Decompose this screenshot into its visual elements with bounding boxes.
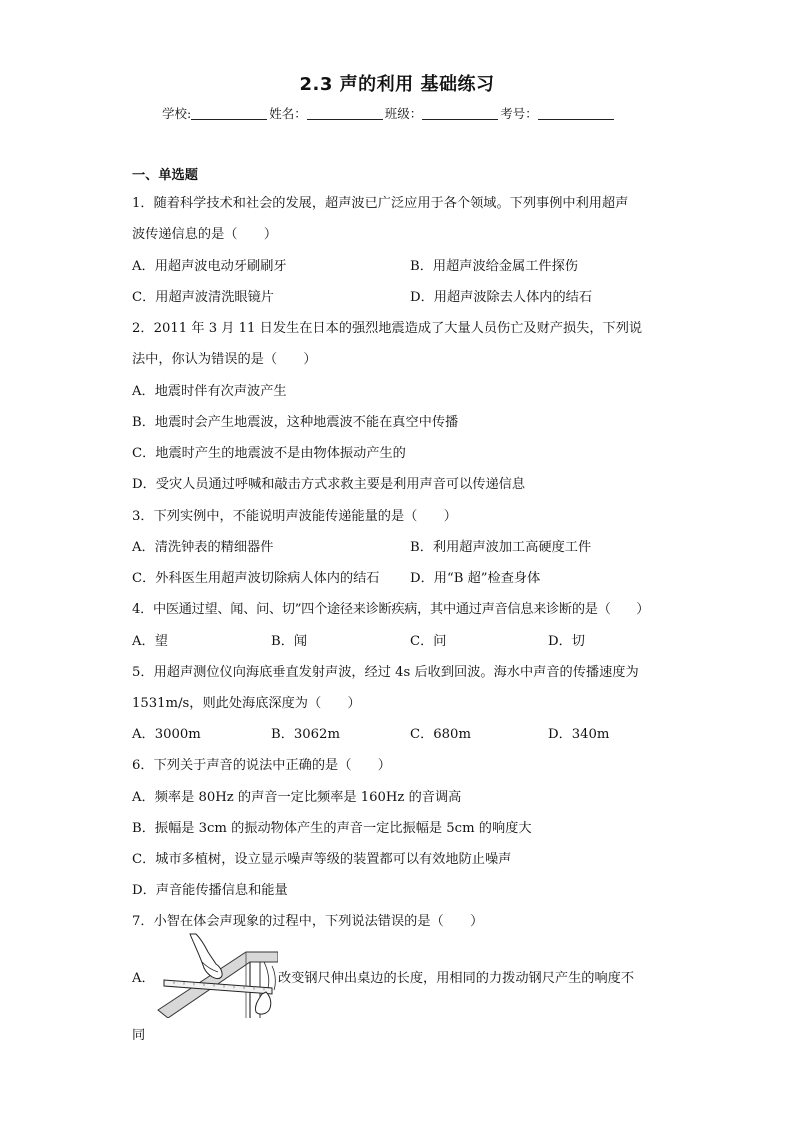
q7-option-a-continuation: 同 xyxy=(132,1028,146,1043)
q2-stem-line1: 2．2011 年 3 月 11 日发生在日本的强烈地震造成了大量人员伤亡及财产损失，下列说 xyxy=(132,321,643,336)
q2-option-b[interactable]: B．地震时会产生地震波，这种地震波不能在真空中传播 xyxy=(132,415,459,430)
student-info-line xyxy=(162,104,642,122)
q4-option-a[interactable]: A．望 xyxy=(132,634,168,649)
class-blank[interactable] xyxy=(422,106,498,120)
q4-option-b[interactable]: B．闻 xyxy=(271,634,308,649)
ruler-on-desk-figure xyxy=(150,932,278,1018)
class-label: 班级： xyxy=(384,106,423,121)
q5-option-b[interactable]: B．3062m xyxy=(271,727,340,742)
q3-stem: 3．下列实例中，不能说明声波能传递能量的是（ ） xyxy=(132,509,457,524)
exam-no-label: 考号： xyxy=(500,106,538,121)
q5-stem-line1: 5．用超声测位仪向海底垂直发射声波，经过 4s 后收到回波。海水中声音的传播速度为 xyxy=(132,665,639,680)
q4-option-c[interactable]: C．问 xyxy=(410,634,447,649)
q6-option-c[interactable]: C．城市多植树，设立显示噪声等级的装置都可以有效地防止噪声 xyxy=(132,852,512,867)
school-label: 学校: xyxy=(162,106,192,121)
q3-option-b[interactable]: B．利用超声波加工高硬度工件 xyxy=(410,540,592,555)
q1-option-d[interactable]: D．用超声波除去人体内的结石 xyxy=(410,290,593,305)
section-heading: 一、单选题 xyxy=(132,168,198,183)
q1-option-c[interactable]: C．用超声波清洗眼镜片 xyxy=(132,290,274,305)
q7-option-a-label[interactable]: A． xyxy=(132,971,155,986)
q7-option-a-text[interactable]: 改变钢尺伸出桌边的长度，用相同的力拨动钢尺产生的响度不 xyxy=(278,971,635,986)
q4-stem: 4．中医通过望、闻、问、切”四个途径来诊断疾病，其中通过声音信息来诊断的是（ ） xyxy=(132,602,650,617)
q2-option-a[interactable]: A．地震时伴有次声波产生 xyxy=(132,384,287,399)
q2-stem-line2: 法中，你认为错误的是（ ） xyxy=(132,352,317,367)
q5-option-d[interactable]: D．340m xyxy=(548,727,610,742)
q3-option-c[interactable]: C．外科医生用超声波切除病人体内的结石 xyxy=(132,571,380,586)
q5-option-a[interactable]: A．3000m xyxy=(132,727,201,742)
name-blank[interactable] xyxy=(307,106,383,120)
exam-no-blank[interactable] xyxy=(538,106,614,120)
q3-option-a[interactable]: A．清洗钟表的精细器件 xyxy=(132,540,274,555)
q3-option-d[interactable]: D．用“B 超”检查身体 xyxy=(410,571,541,586)
page-title: 2.3 声的利用 基础练习 xyxy=(299,74,495,95)
q7-stem: 7．小智在体会声现象的过程中，下列说法错误的是（ ） xyxy=(132,914,484,929)
q6-option-b[interactable]: B．振幅是 3cm 的振动物体产生的声音一定比振幅是 5cm 的响度大 xyxy=(132,821,532,836)
q1-option-a[interactable]: A．用超声波电动牙刷刷牙 xyxy=(132,259,287,274)
q1-stem-line1: 1．随着科学技术和社会的发展，超声波已广泛应用于各个领域。下列事例中利用超声 xyxy=(132,196,629,211)
q6-stem: 6．下列关于声音的说法中正确的是（ ） xyxy=(132,758,391,773)
school-blank[interactable] xyxy=(191,106,267,120)
q5-stem-line2: 1531m/s，则此处海底深度为（ ） xyxy=(132,696,361,711)
q6-option-d[interactable]: D．声音能传播信息和能量 xyxy=(132,883,288,898)
q1-option-b[interactable]: B．用超声波给金属工件探伤 xyxy=(410,259,578,274)
q6-option-a[interactable]: A．频率是 80Hz 的声音一定比频率是 160Hz 的音调高 xyxy=(132,790,462,805)
q5-option-c[interactable]: C．680m xyxy=(410,727,471,742)
q1-stem-line2: 波传递信息的是（ ） xyxy=(132,227,278,242)
q4-option-d[interactable]: D．切 xyxy=(548,634,585,649)
q2-option-c[interactable]: C．地震时产生的地震波不是由物体振动产生的 xyxy=(132,446,406,461)
name-label: 姓名： xyxy=(269,106,307,121)
q2-option-d[interactable]: D．受灾人员通过呼喊和敲击方式求救主要是利用声音可以传递信息 xyxy=(132,477,526,492)
